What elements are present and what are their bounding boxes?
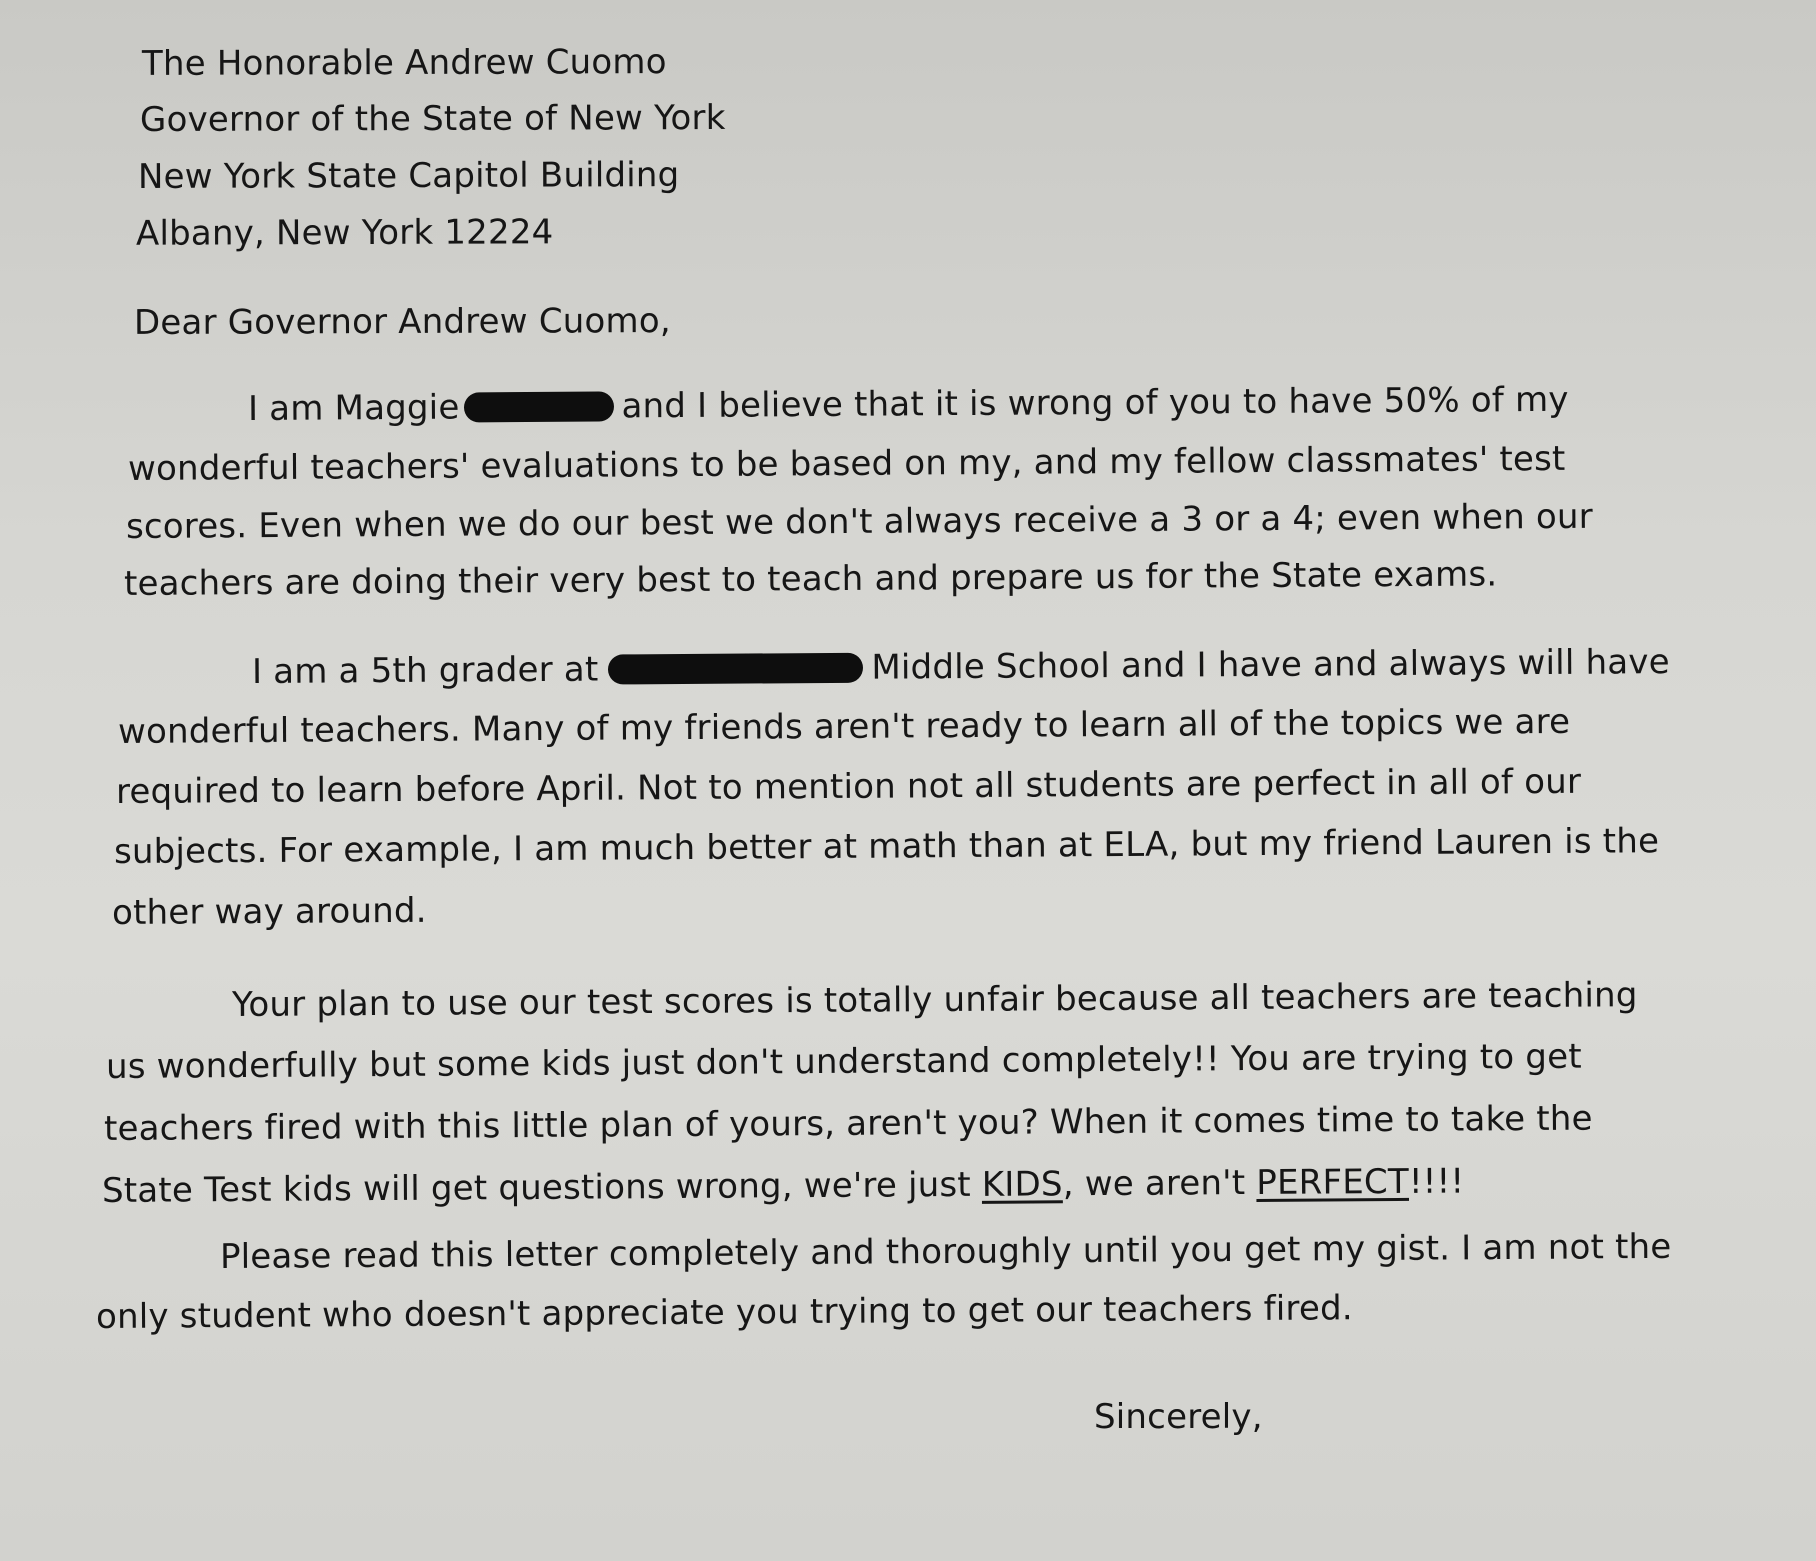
paragraph-2-line-5: other way around. (111, 890, 427, 933)
paragraph-2-line-1 (251, 642, 1670, 692)
paragraph-3-line-2: us wonderfully but some kids just don't understand completely!! You are trying to get (105, 1036, 1582, 1087)
p1-text-b: and I believe that it is wrong of you to have 50% of my (621, 379, 1569, 427)
closing: Sincerely, (1094, 1397, 1263, 1437)
redaction-mark (608, 653, 863, 685)
paragraph-3-line-1: Your plan to use our test scores is totally unfair because all teachers are teaching (231, 975, 1638, 1025)
paragraph-4-line-2: only student who doesn't appreciate you trying to get our teachers fired. (95, 1288, 1353, 1337)
p2-text-a: I am a 5th grader at (251, 649, 599, 692)
paragraph-1-line-1 (247, 379, 1569, 429)
address-line-4: Albany, New York 12224 (135, 212, 554, 254)
kids-underlined: KIDS (981, 1164, 1063, 1205)
address-line-1: The Honorable Andrew Cuomo (141, 42, 667, 84)
paragraph-2-line-4: subjects. For example, I am much better at math than at ELA, but my friend Lauren is the (113, 821, 1660, 872)
paragraph-3-line-4 (101, 1161, 1465, 1211)
perfect-underlined: PERFECT (1256, 1161, 1410, 1203)
paragraph-3-line-3: teachers fired with this little plan of yours, aren't you? When it comes time to take the (103, 1098, 1593, 1149)
address-line-2: Governor of the State of New York (139, 97, 726, 141)
paragraph-1-line-4: teachers are doing their very best to teach and prepare us for the State exams. (123, 554, 1498, 604)
paragraph-1-line-3: scores. Even when we do our best we don't always receive a 3 or a 4; even when our (125, 496, 1593, 547)
paragraph-1-line-2: wonderful teachers' evaluations to be based on my, and my fellow classmates' test (127, 438, 1566, 489)
paragraph-4-line-1: Please read this letter completely and thoroughly until you get my gist. I am not the (219, 1226, 1672, 1277)
p3-text-e: !!!! (1408, 1161, 1465, 1202)
paragraph-2-line-3: required to learn before April. Not to mention not all students are perfect in all of our (115, 761, 1582, 812)
redaction-mark (463, 391, 613, 422)
p3-text-c: , we aren't (1062, 1162, 1257, 1205)
address-line-3: New York State Capitol Building (137, 155, 680, 197)
paragraph-2-line-2: wonderful teachers. Many of my friends aren't ready to learn all of the topics we are (117, 701, 1571, 752)
salutation: Dear Governor Andrew Cuomo, (133, 301, 671, 343)
p3-text-a: State Test kids will get questions wrong, we're just (101, 1164, 982, 1211)
p2-text-b: Middle School and I have and always will have (871, 642, 1670, 688)
p1-text-a: I am Maggie (247, 387, 460, 429)
